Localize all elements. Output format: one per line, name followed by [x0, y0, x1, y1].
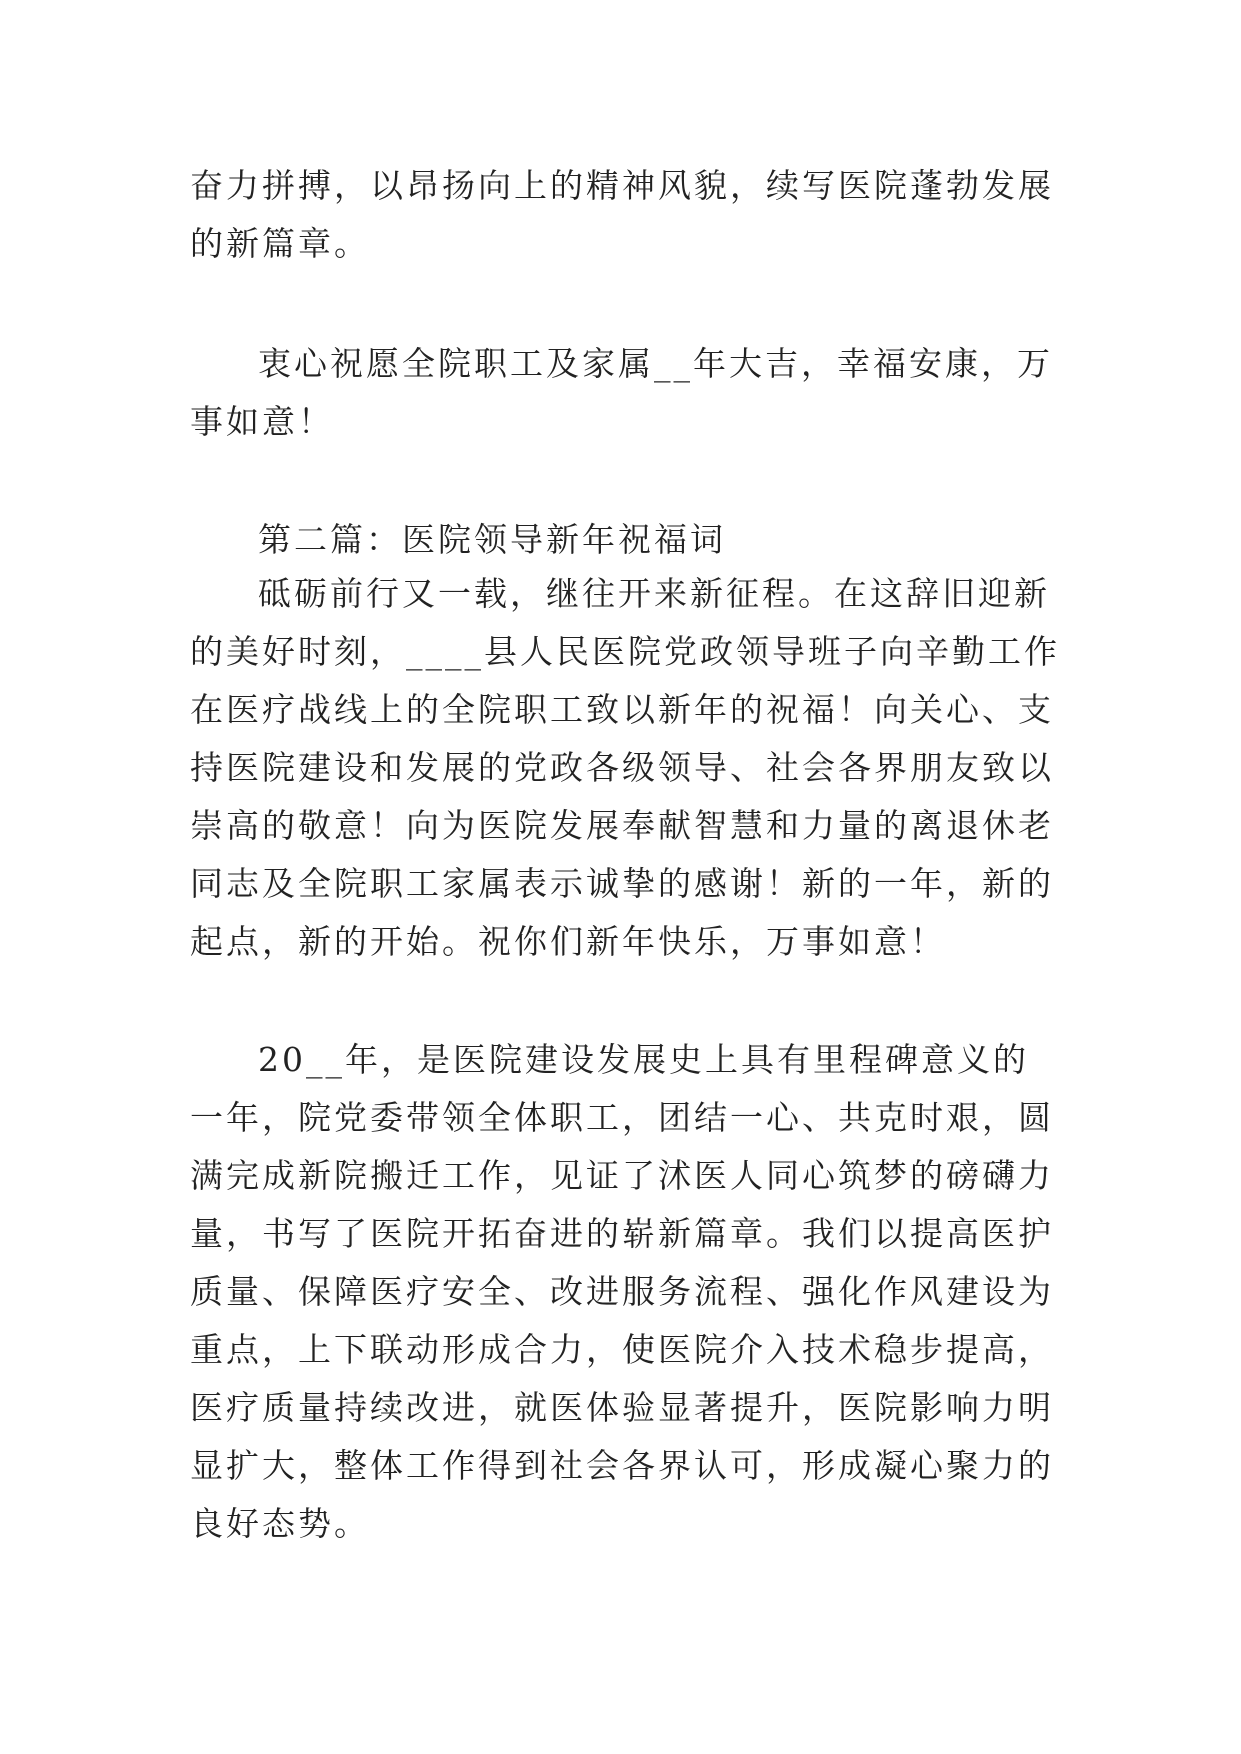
paragraph-continuation: 奋力拼搏，以昂扬向上的精神风貌，续写医院蓬勃发展的新篇章。 [190, 166, 1054, 263]
paragraph-review: 20__年，是医院建设发展史上具有里程碑意义的一年，院党委带领全体职工，团结一心、共克时艰，圆满完成新院搬迁工作，见证了沭医人同心筑梦的磅礴力量，书写了医院开拓奋进的崭新篇章。我们以提高医护质量、保障医疗安全、改进服务流程、强化作风建设为重点，上下联动形成合力，使医院介入技术稳步提高，医疗质量持续改进，就医体验显著提升，医院影响力明显扩大，整体工作得到社会各界认可，形成凝心聚力的良好态势。 [190, 1040, 1054, 1543]
paragraph-greeting: 砥砺前行又一载，继往开来新征程。在这辞旧迎新的美好时刻，____县人民医院党政领导班子向辛勤工作在医疗战线上的全院职工致以新年的祝福！向关心、支持医院建设和发展的党政各级领导、社会各界朋友致以崇高的敬意！向为医院发展奉献智慧和力量的离退休老同志及全院职工家属表示诚挚的感谢！新的一年，新的起点，新的开始。祝你们新年快乐，万事如意！ [190, 574, 1060, 961]
section-heading: 第二篇：医院领导新年祝福词 [258, 520, 726, 559]
paragraph-wishes: 衷心祝愿全院职工及家属__年大吉，幸福安康，万事如意！ [190, 344, 1053, 441]
